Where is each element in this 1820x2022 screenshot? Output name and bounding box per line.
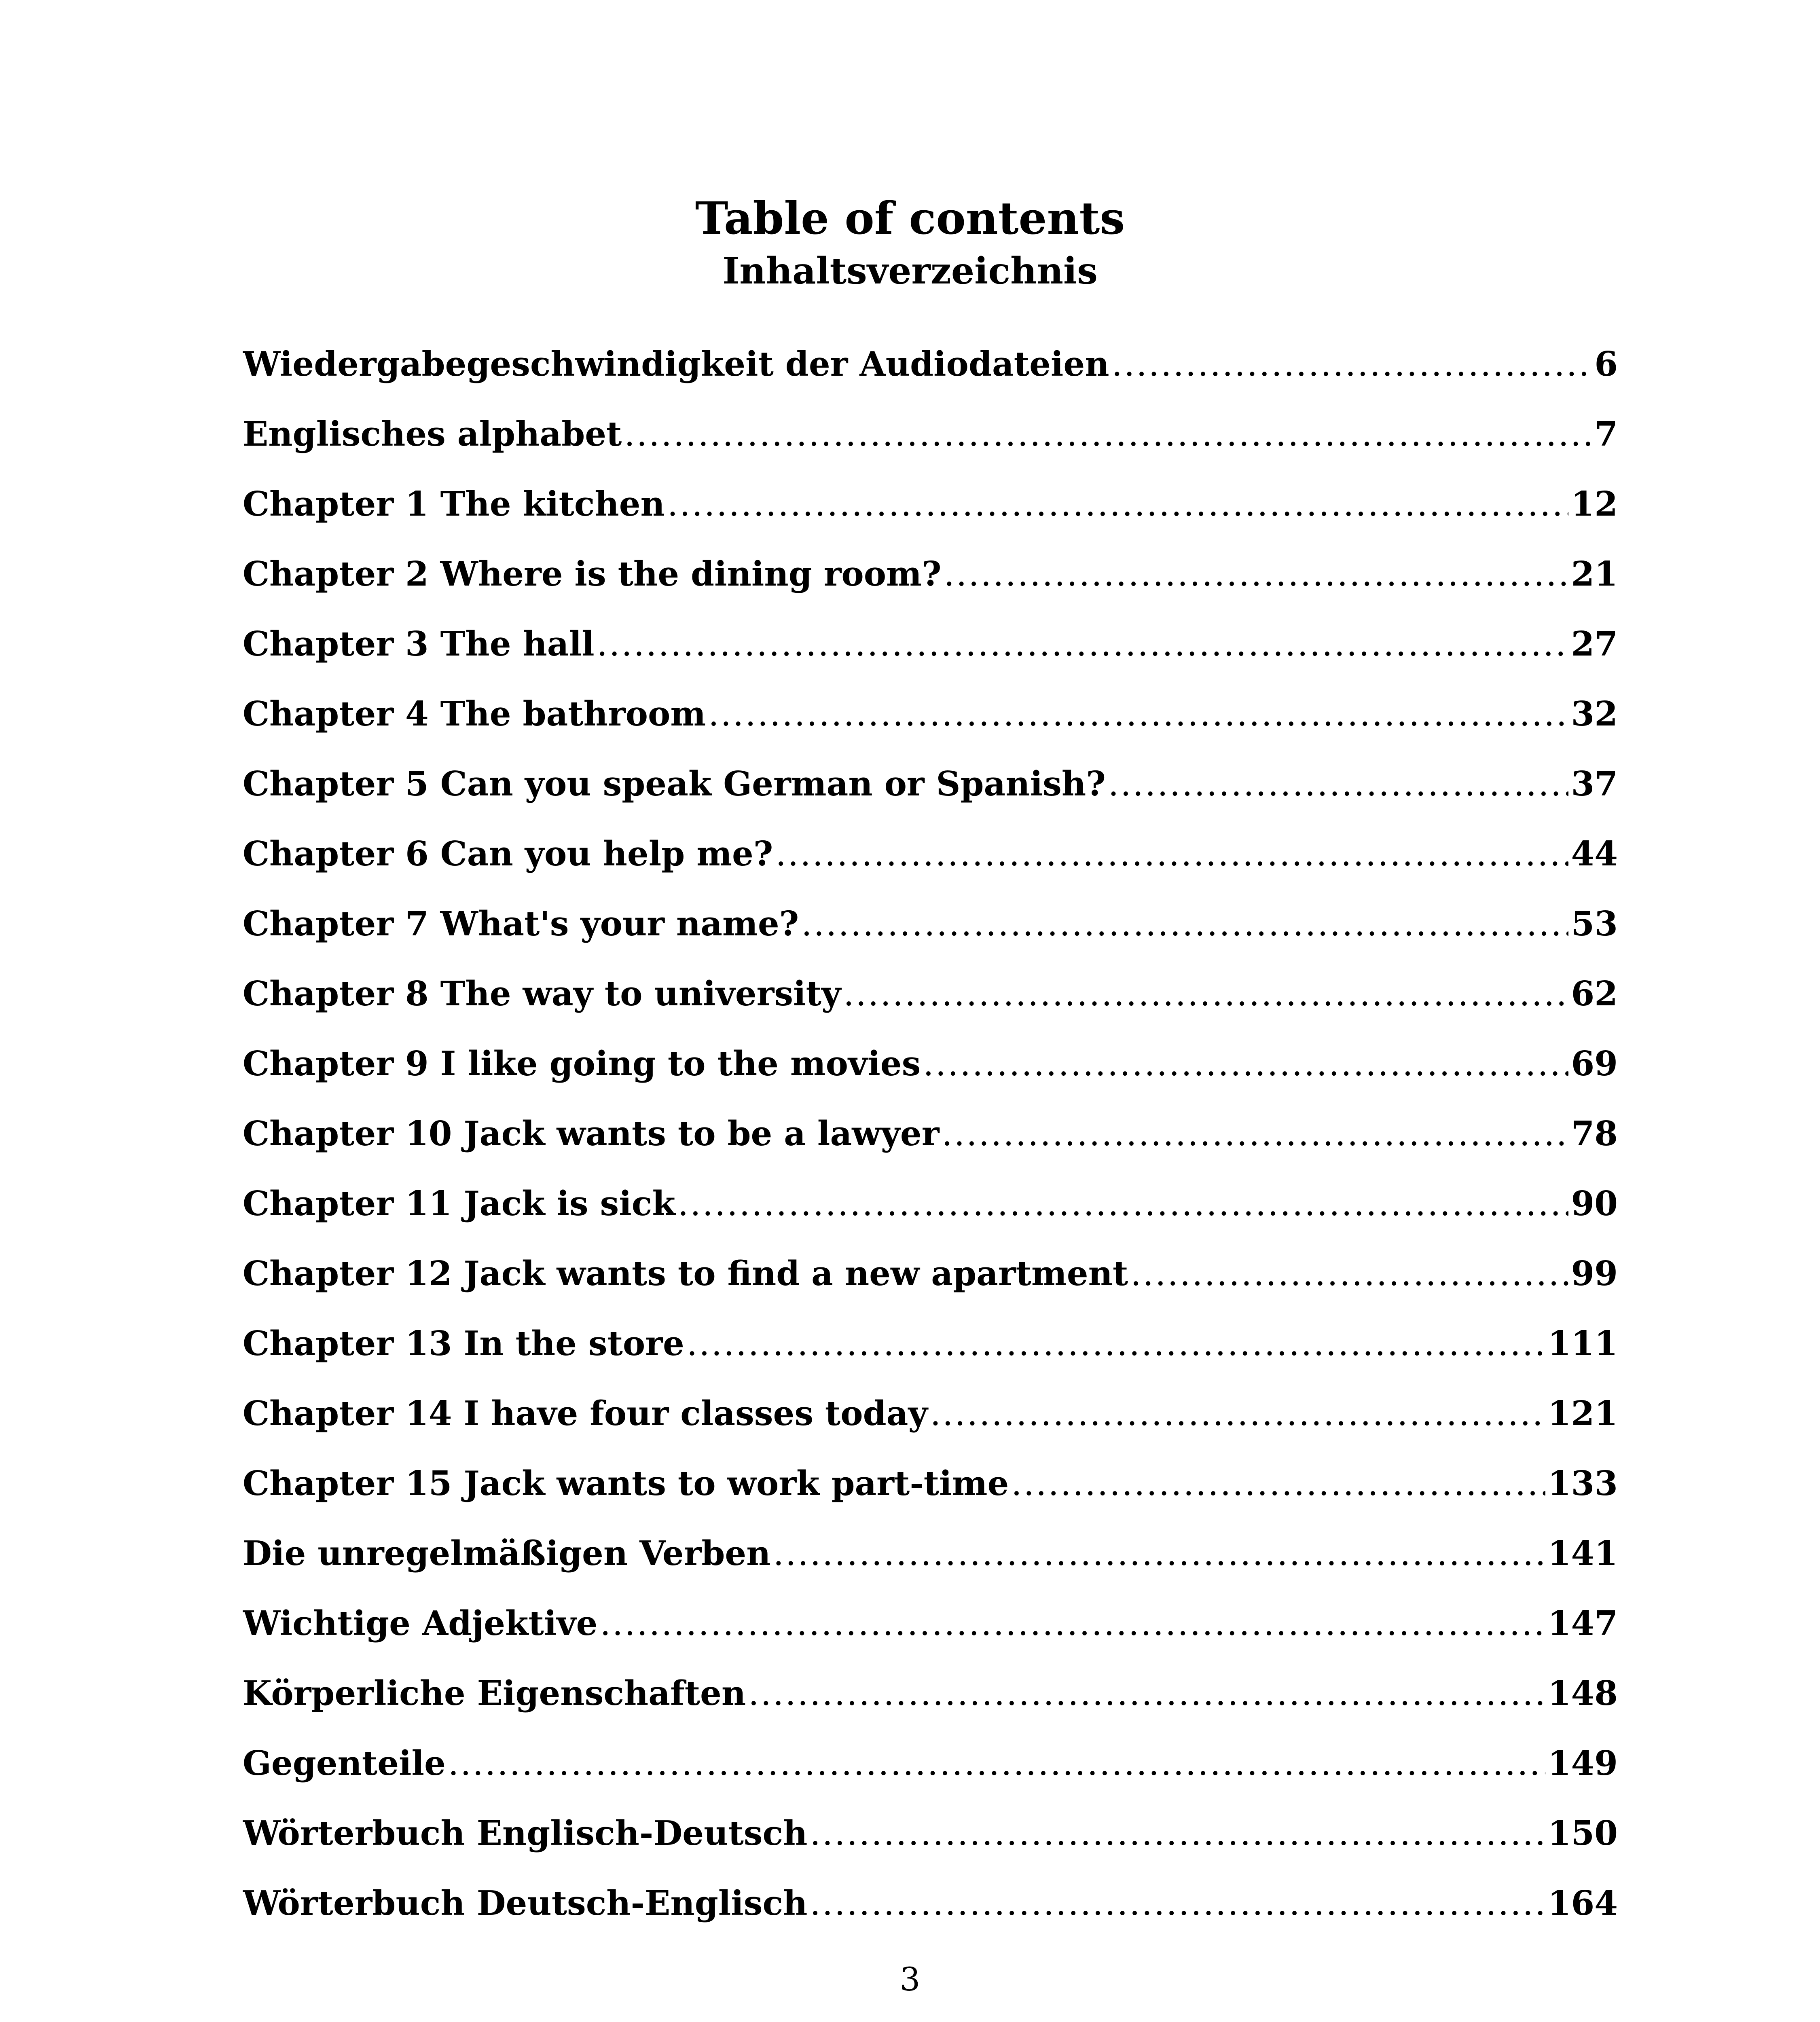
toc-entry[interactable]: [243, 1179, 1618, 1249]
toc-entry-label: Chapter 12 Jack wants to find a new apartment: [243, 1254, 1128, 1293]
toc-entry-label: Englisches alphabet: [243, 414, 622, 454]
toc-leader-dots: [708, 690, 1568, 738]
toc-entry[interactable]: [243, 1319, 1618, 1389]
toc-entry[interactable]: [243, 480, 1618, 550]
toc-entry[interactable]: [243, 1389, 1618, 1459]
toc-entry[interactable]: [243, 690, 1618, 759]
toc-entry[interactable]: [243, 1529, 1618, 1599]
toc-leader-dots: [600, 1599, 1545, 1648]
toc-entry-label: Chapter 13 In the store: [243, 1324, 684, 1363]
toc-entry-label: Chapter 1 The kitchen: [243, 484, 665, 524]
toc-entry[interactable]: [243, 1669, 1618, 1739]
toc-entry[interactable]: [243, 340, 1618, 410]
toc-entry[interactable]: [243, 1109, 1618, 1179]
toc-leader-dots: [942, 1109, 1568, 1158]
toc-entry-label: Chapter 3 The hall: [243, 624, 595, 664]
table-of-contents: [243, 340, 1618, 1949]
toc-entry-page: 7: [1594, 414, 1618, 454]
toc-leader-dots: [687, 1319, 1545, 1368]
toc-leader-dots: [1108, 759, 1569, 808]
toc-entry-label: Wörterbuch Englisch-Deutsch: [243, 1813, 808, 1853]
toc-leader-dots: [923, 1039, 1568, 1088]
toc-entry-page: 21: [1571, 554, 1618, 594]
toc-entry[interactable]: [243, 1459, 1618, 1529]
toc-entry-page: 150: [1547, 1813, 1618, 1853]
toc-entry[interactable]: [243, 1879, 1618, 1949]
toc-entry-label: Chapter 7 What's your name?: [243, 904, 799, 943]
toc-leader-dots: [678, 1179, 1569, 1228]
toc-entry[interactable]: [243, 550, 1618, 620]
toc-leader-dots: [667, 480, 1569, 528]
toc-leader-dots: [810, 1879, 1545, 1927]
toc-entry-page: 27: [1571, 624, 1618, 664]
toc-entry-page: 148: [1547, 1673, 1618, 1713]
toc-entry[interactable]: [243, 969, 1618, 1039]
toc-leader-dots: [1130, 1249, 1568, 1298]
toc-entry-label: Chapter 15 Jack wants to work part-time: [243, 1464, 1009, 1503]
page-subtitle: Inhaltsverzeichnis: [722, 250, 1098, 292]
toc-entry-page: 44: [1571, 834, 1618, 874]
toc-entry[interactable]: [243, 1599, 1618, 1669]
toc-leader-dots: [1011, 1459, 1545, 1508]
toc-leader-dots: [930, 1389, 1545, 1438]
toc-entry-label: Wörterbuch Deutsch-Englisch: [243, 1883, 808, 1923]
toc-entry-page: 90: [1571, 1184, 1618, 1223]
toc-entry-page: 69: [1571, 1044, 1618, 1083]
toc-entry[interactable]: [243, 899, 1618, 969]
toc-entry-page: 78: [1571, 1114, 1618, 1153]
toc-leader-dots: [1112, 340, 1592, 388]
toc-entry-label: Körperliche Eigenschaften: [243, 1673, 746, 1713]
toc-leader-dots: [944, 550, 1569, 598]
toc-entry[interactable]: [243, 1809, 1618, 1879]
toc-entry-page: 121: [1547, 1394, 1618, 1433]
toc-entry-page: 133: [1547, 1464, 1618, 1503]
toc-entry-label: Wichtige Adjektive: [243, 1603, 598, 1643]
toc-entry-label: Chapter 9 I like going to the movies: [243, 1044, 921, 1083]
toc-entry-page: 147: [1547, 1603, 1618, 1643]
toc-entry-page: 37: [1571, 764, 1618, 804]
toc-entry[interactable]: [243, 1249, 1618, 1319]
toc-leader-dots: [773, 1529, 1545, 1578]
toc-entry-label: Die unregelmäßigen Verben: [243, 1533, 771, 1573]
toc-entry-page: 6: [1594, 344, 1618, 384]
toc-entry-label: Chapter 2 Where is the dining room?: [243, 554, 942, 594]
toc-entry[interactable]: [243, 1039, 1618, 1109]
toc-leader-dots: [597, 620, 1569, 668]
toc-leader-dots: [748, 1669, 1545, 1717]
page-title: Table of contents: [695, 192, 1125, 244]
toc-entry-page: 53: [1571, 904, 1618, 943]
toc-entry[interactable]: [243, 620, 1618, 690]
toc-entry-label: Chapter 5 Can you speak German or Spanish?: [243, 764, 1106, 804]
toc-entry-page: 99: [1571, 1254, 1618, 1293]
toc-entry-label: Chapter 10 Jack wants to be a lawyer: [243, 1114, 940, 1153]
toc-entry-page: 12: [1571, 484, 1618, 524]
toc-entry-page: 111: [1547, 1324, 1618, 1363]
toc-leader-dots: [624, 410, 1592, 458]
page-number: 3: [899, 1961, 921, 1998]
toc-leader-dots: [448, 1739, 1545, 1787]
toc-entry-page: 164: [1547, 1883, 1618, 1923]
toc-entry[interactable]: [243, 1739, 1618, 1809]
toc-entry-label: Chapter 14 I have four classes today: [243, 1394, 928, 1433]
toc-entry[interactable]: [243, 410, 1618, 480]
toc-leader-dots: [801, 899, 1568, 948]
toc-entry-page: 149: [1547, 1743, 1618, 1783]
toc-entry-label: Chapter 11 Jack is sick: [243, 1184, 675, 1223]
toc-leader-dots: [810, 1809, 1545, 1857]
toc-entry[interactable]: [243, 829, 1618, 899]
toc-leader-dots: [775, 829, 1568, 878]
toc-leader-dots: [843, 969, 1568, 1018]
toc-entry-label: Chapter 8 The way to university: [243, 974, 841, 1013]
toc-entry-page: 141: [1547, 1533, 1618, 1573]
toc-entry-label: Chapter 4 The bathroom: [243, 694, 706, 734]
toc-entry-page: 62: [1571, 974, 1618, 1013]
toc-entry-label: Gegenteile: [243, 1743, 446, 1783]
toc-entry-label: Wiedergabegeschwindigkeit der Audiodateien: [243, 344, 1109, 384]
toc-entry-page: 32: [1571, 694, 1618, 734]
toc-entry-label: Chapter 6 Can you help me?: [243, 834, 773, 874]
toc-entry[interactable]: [243, 759, 1618, 829]
